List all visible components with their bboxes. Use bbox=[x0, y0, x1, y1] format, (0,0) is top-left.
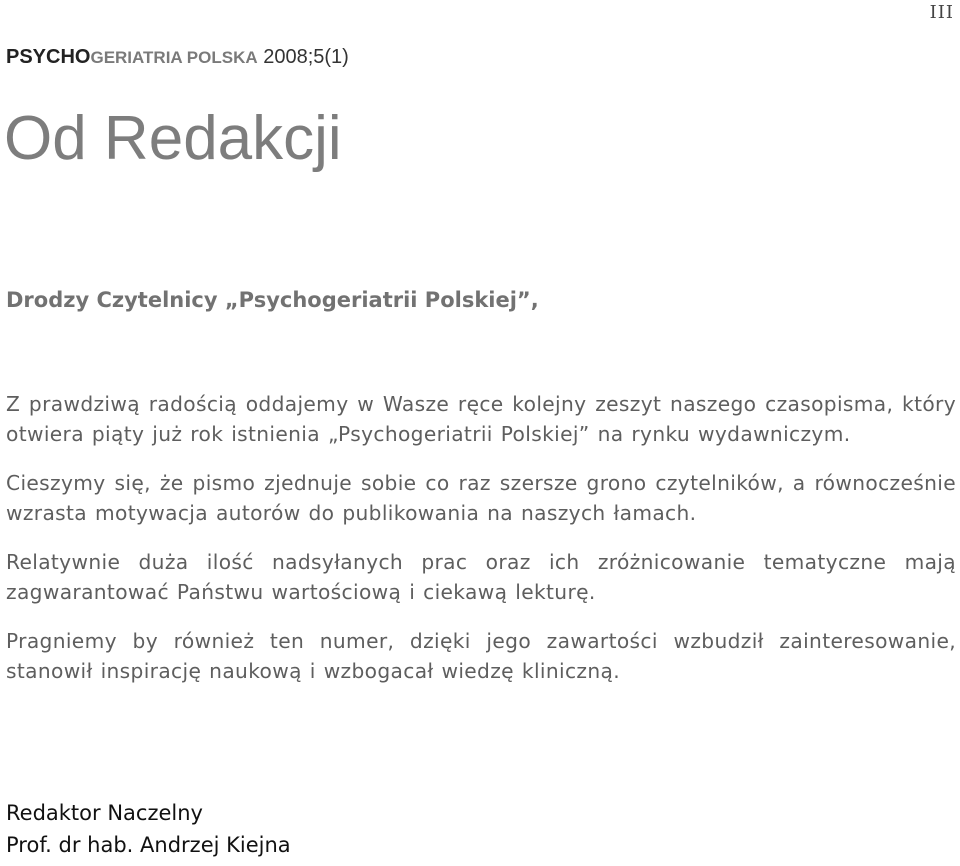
signature-block bbox=[6, 797, 291, 861]
editor-name: Prof. dr hab. Andrzej Kiejna bbox=[6, 833, 291, 857]
editorial-body bbox=[6, 390, 956, 706]
paragraph-2: Cieszymy się, że pismo zjednuje sobie co raz szersze grono czytelników, a równocześnie wzrasta motywacja autorów do publikowania na naszych łamach. bbox=[6, 471, 956, 525]
journal-name-part2: GERIATRIA POLSKA bbox=[90, 48, 258, 67]
paragraph-3: Relatywnie duża ilość nadsyłanych prac oraz ich zróżnicowanie tematyczne mają zagwarantować Państwu wartościową i ciekawą lekturę. bbox=[6, 550, 956, 604]
journal-issue: 2008;5(1) bbox=[263, 46, 349, 68]
editor-role: Redaktor Naczelny bbox=[6, 801, 203, 825]
page-title: Od Redakcji bbox=[4, 104, 342, 173]
journal-header bbox=[6, 46, 349, 69]
greeting-heading: Drodzy Czytelnicy „Psychogeriatrii Polskiej”, bbox=[6, 288, 539, 312]
paragraph-4: Pragniemy by również ten numer, dzięki jego zawartości wzbudził zainteresowanie, stanowił inspirację naukową i wzbogacał wiedzę kliniczną. bbox=[6, 629, 956, 683]
paragraph-1: Z prawdziwą radością oddajemy w Wasze ręce kolejny zeszyt naszego czasopisma, który otwiera piąty już rok istnienia „Psychogeriatrii Polskiej” na rynku wydawniczym. bbox=[6, 392, 956, 446]
page-number: III bbox=[929, 2, 954, 23]
journal-name-part1: PSYCHO bbox=[6, 46, 91, 68]
